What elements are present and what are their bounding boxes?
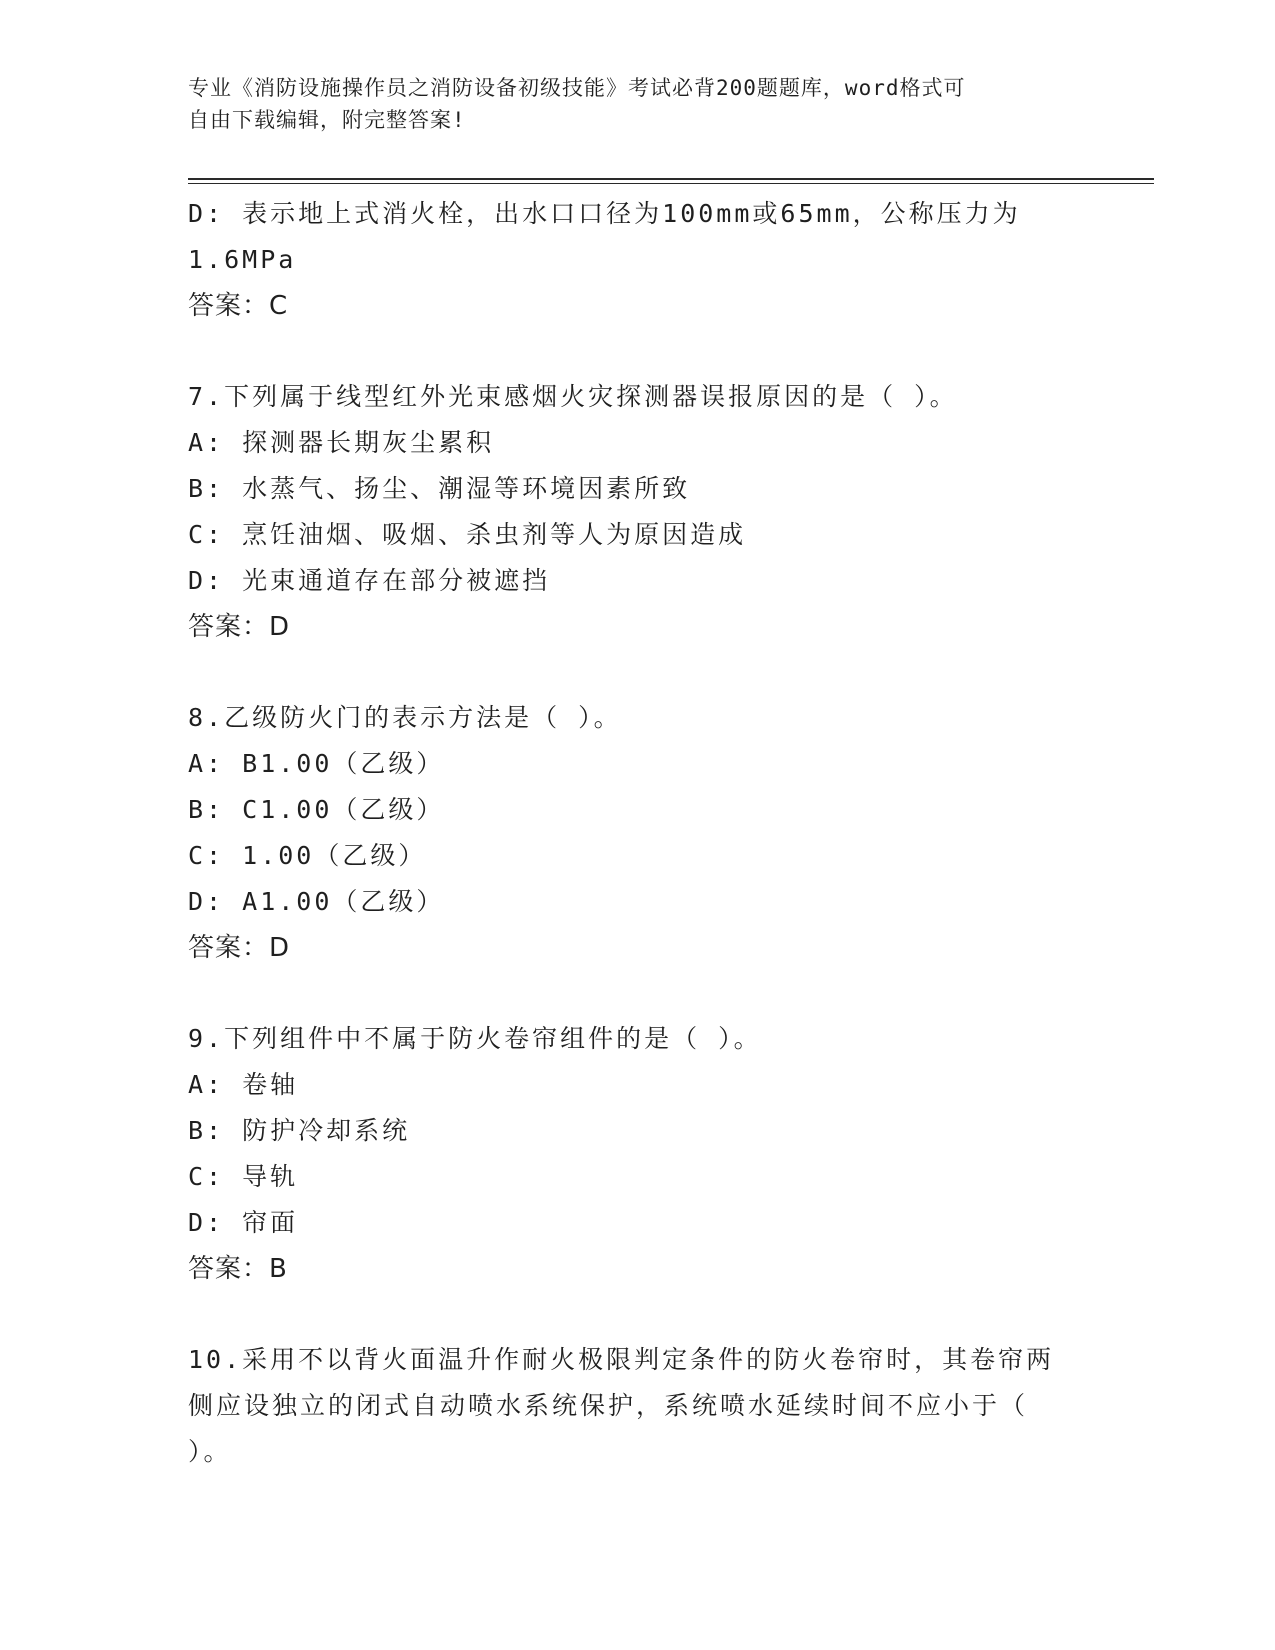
question-stem-line-2: 侧应设独立的闭式自动喷水系统保护，系统喷水延续时间不应小于（ (188, 1391, 1029, 1420)
option-d: D: 帘面 (188, 1208, 299, 1237)
option-a: A: B1.00（乙级） (188, 749, 445, 778)
question-10 (188, 1337, 1088, 1475)
option-b: B: 水蒸气、扬尘、潮湿等环境因素所致 (188, 474, 691, 503)
header-divider-thick (188, 178, 1154, 180)
spacer (188, 650, 1088, 695)
question-9 (188, 1016, 1088, 1292)
option-a: A: 卷轴 (188, 1070, 299, 1099)
option-d: D: A1.00（乙级） (188, 887, 445, 916)
answer: 答案：D (188, 933, 291, 963)
question-7 (188, 374, 1088, 650)
question-stem-line-3: ）。 (188, 1437, 232, 1466)
question-stem-line-1: 10.采用不以背火面温升作耐火极限判定条件的防火卷帘时，其卷帘两 (188, 1345, 1055, 1374)
answer: 答案：D (188, 612, 291, 642)
option-d: D: 光束通道存在部分被遮挡 (188, 566, 551, 595)
question-6-tail (188, 191, 1088, 329)
spacer (188, 971, 1088, 1016)
question-stem: 7.下列属于线型红外光束感烟火灾探测器误报原因的是（ ）。 (188, 382, 958, 411)
header-divider-thin (188, 183, 1154, 184)
spacer (188, 329, 1088, 374)
answer: 答案：C (188, 291, 289, 321)
option-a: A: 探测器长期灰尘累积 (188, 428, 495, 457)
option-c: C: 烹饪油烟、吸烟、杀虫剂等人为原因造成 (188, 520, 747, 549)
question-stem: 9.下列组件中不属于防火卷帘组件的是（ ）。 (188, 1024, 762, 1053)
question-stem: 8.乙级防火门的表示方法是（ ）。 (188, 703, 622, 732)
option-d-continued: 1.6MPa (188, 245, 297, 274)
document-header (188, 72, 1068, 136)
option-c: C: 1.00（乙级） (188, 841, 427, 870)
option-d: D: 表示地上式消火栓，出水口口径为100mm或65mm，公称压力为 (188, 199, 1021, 228)
spacer (188, 1292, 1088, 1337)
header-line-2: 自由下载编辑，附完整答案! (188, 108, 466, 132)
question-list (188, 191, 1088, 1475)
header-line-1: 专业《消防设施操作员之消防设备初级技能》考试必背200题题库，word格式可 (188, 76, 966, 100)
option-c: C: 导轨 (188, 1162, 299, 1191)
question-8 (188, 695, 1088, 971)
option-b: B: 防护冷却系统 (188, 1116, 411, 1145)
answer: 答案：B (188, 1254, 288, 1284)
option-b: B: C1.00（乙级） (188, 795, 445, 824)
